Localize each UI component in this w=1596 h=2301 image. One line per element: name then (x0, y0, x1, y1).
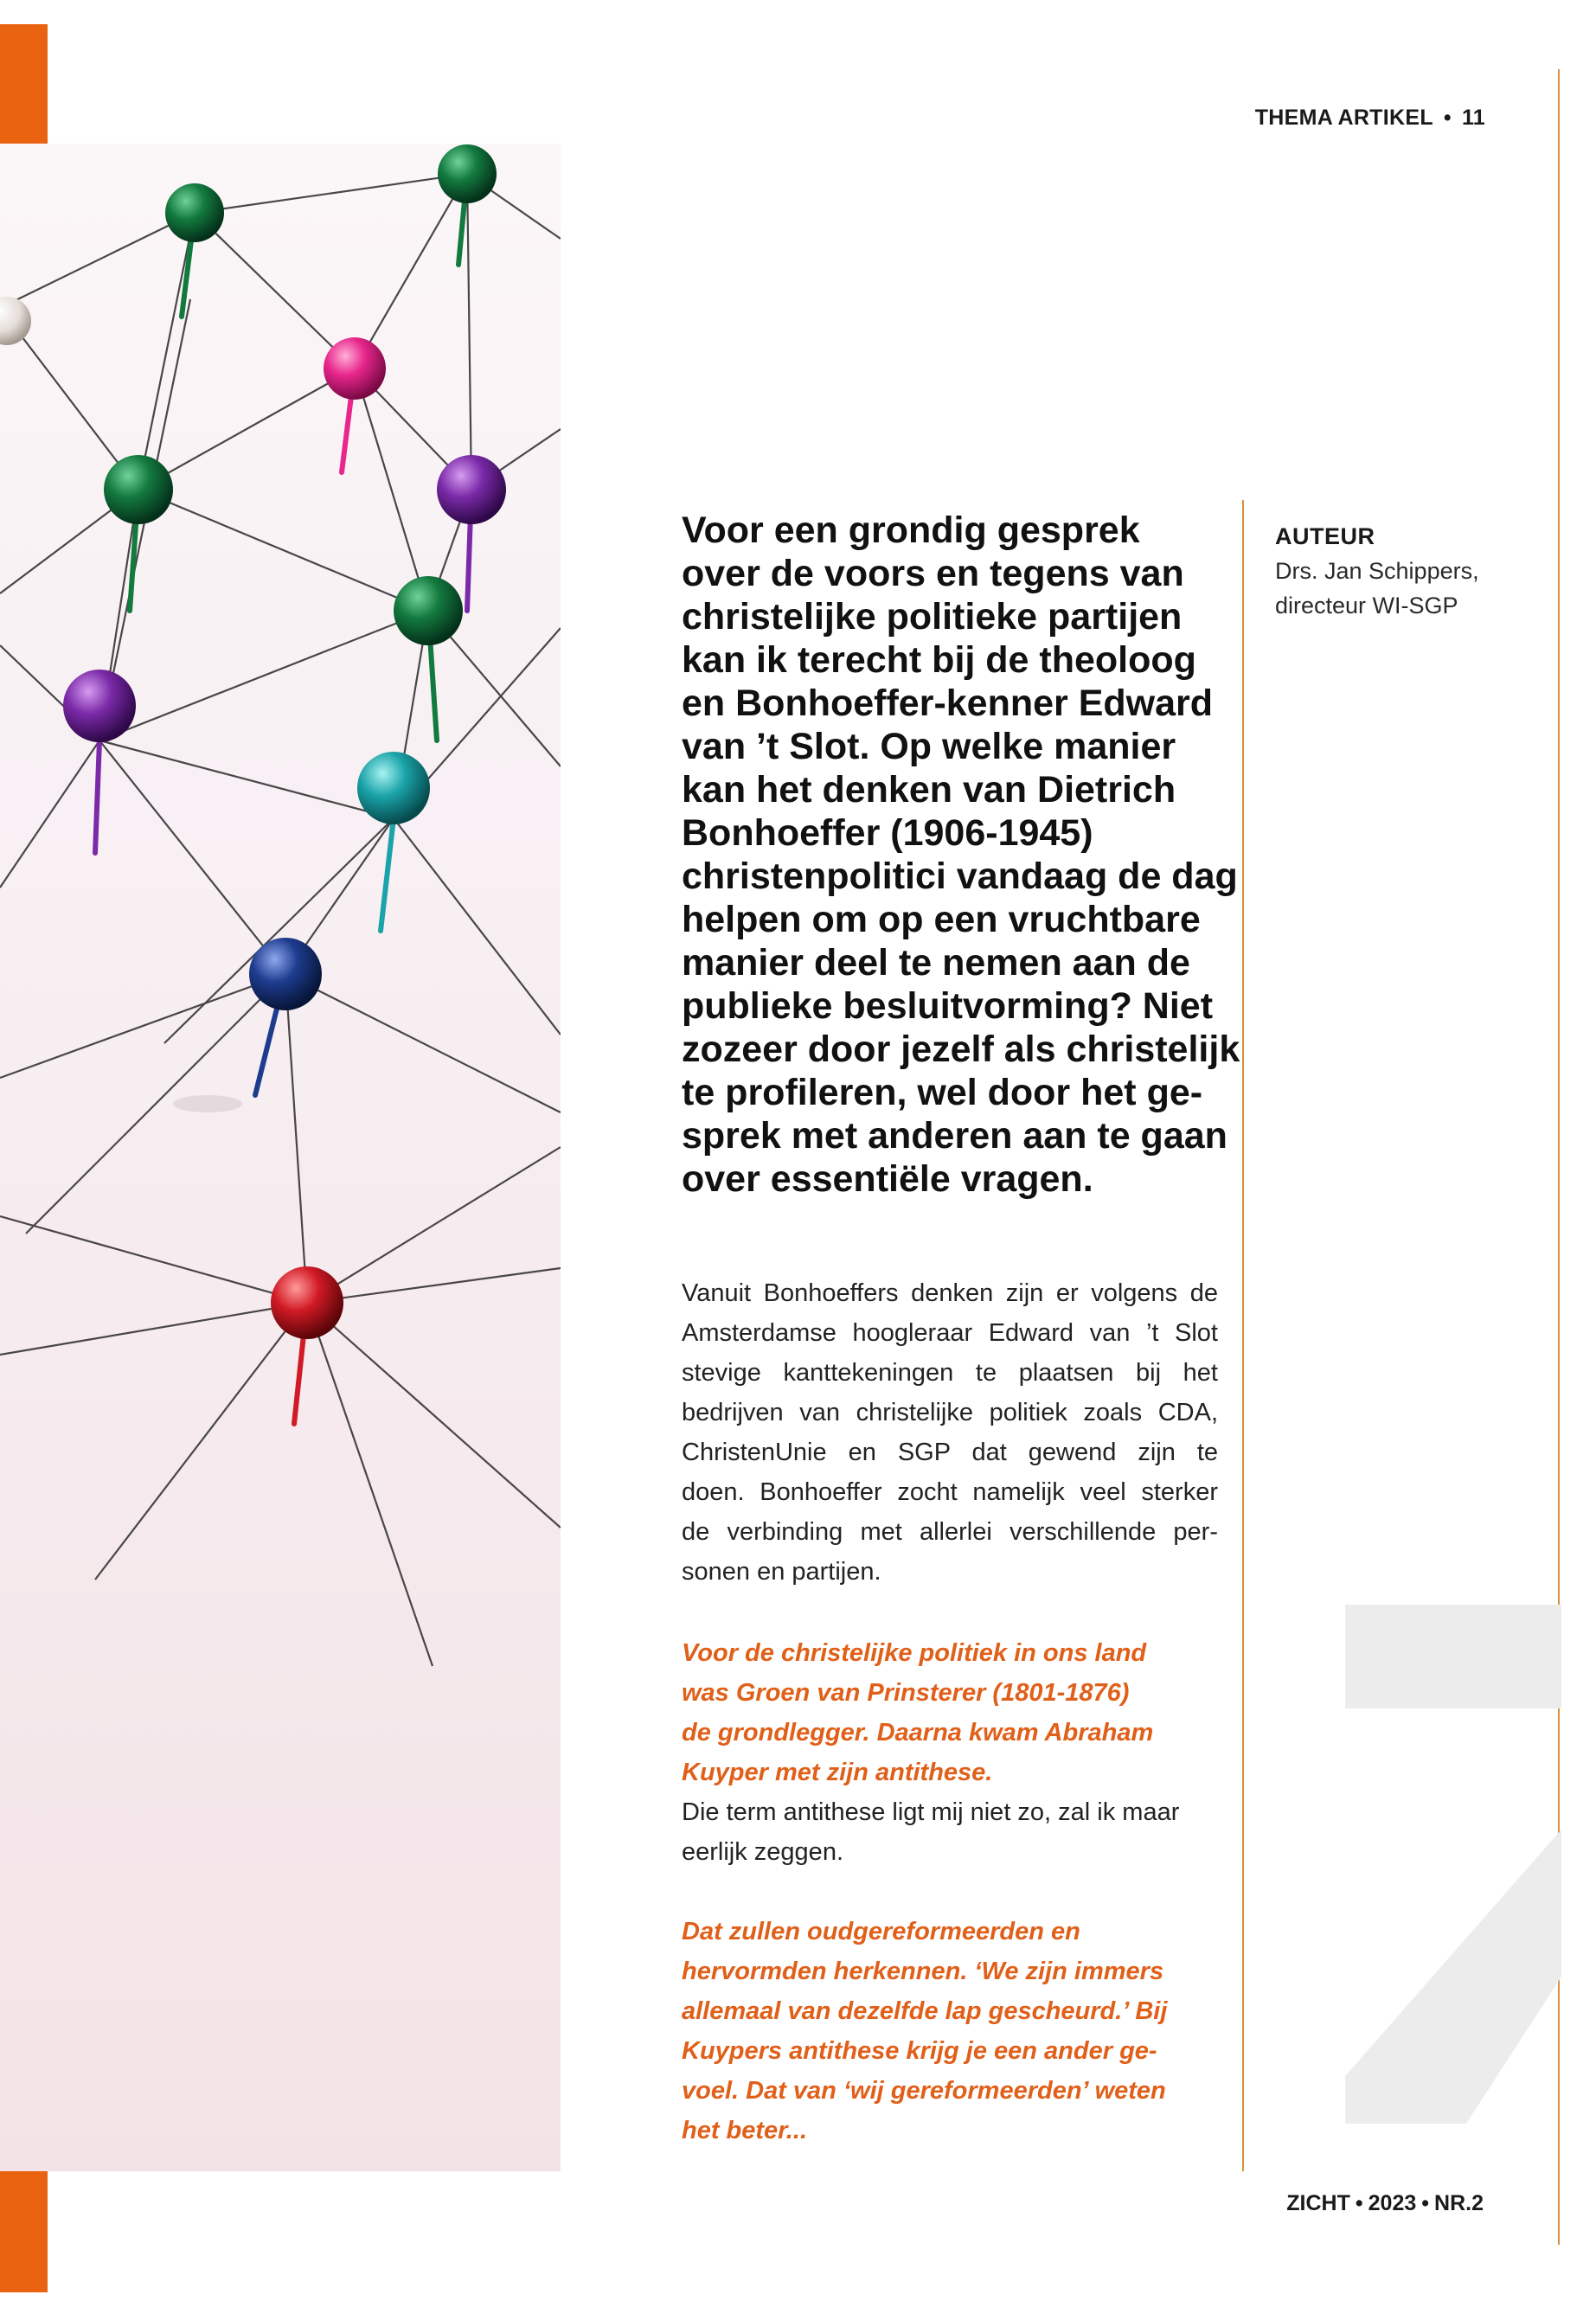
lead-line: helpen om op een vruchtbare (682, 899, 1201, 940)
lead-line: zozeer door jezelf als christelijk (682, 1029, 1240, 1070)
question-line: de grondlegger. Daarna kwam Abraham (682, 1719, 1154, 1747)
magazine-name: ZICHT (1286, 2191, 1350, 2215)
answer-line: Die term antithese ligt mij niet zo, zal ik maar (682, 1798, 1180, 1826)
question-line: voel. Dat van ‘wij gereformeerden’ weten (682, 2077, 1166, 2105)
answer-line: eerlijk zeggen. (682, 1838, 843, 1866)
lead-line: Voor een grondig gesprek (682, 510, 1140, 551)
author-role: directeur WI-SGP (1275, 593, 1458, 619)
network-pins-photo (0, 144, 561, 2171)
page-number: 11 (1461, 106, 1485, 130)
author-label: AUTEUR (1275, 523, 1375, 549)
column-divider (1242, 500, 1244, 2171)
lead-line: te profileren, wel door het ge- (682, 1072, 1203, 1113)
text-line: ChristenUnie en SGP dat gewend zijn te (682, 1439, 1218, 1466)
question-line: het beter... (682, 2117, 808, 2144)
question-line: Voor de christelijke politiek in ons land (682, 1639, 1147, 1667)
section-label: THEMA ARTIKEL (1254, 106, 1433, 130)
lead-line: Bonhoeffer (1906-1945) (682, 812, 1093, 854)
lead-line: kan ik terecht bij de theoloog (682, 639, 1196, 681)
lead-line: en Bonhoeffer-kenner Edward (682, 683, 1214, 724)
lead-line: christenpolitici vandaag de dag (682, 856, 1238, 897)
text-line: Amsterdamse hoogleraar Edward van ’t Slot (682, 1319, 1218, 1347)
text-line: sonen en partijen. (682, 1558, 881, 1586)
interview-exchange-1 (682, 1633, 1218, 1872)
lead-line: manier deel te nemen aan de (682, 942, 1190, 984)
page-footer: ZICHT • 2023 • NR.2 (1286, 2191, 1484, 2215)
question-line: Kuyper met zijn antithese. (682, 1759, 993, 1786)
text-line: stevige kanttekeningen te plaatsen bij het (682, 1359, 1218, 1387)
footer-year: 2023 (1368, 2191, 1417, 2215)
lead-line: publieke besluitvorming? Niet (682, 985, 1214, 1027)
interview-question-2 (682, 1912, 1218, 2150)
lead-line: over essentiële vragen. (682, 1158, 1093, 1200)
lead-line: van ’t Slot. Op welke manier (682, 726, 1176, 767)
question-line: allemaal van dezelfde lap gescheurd.’ Bij (682, 1997, 1168, 2025)
text-line: de verbinding met allerlei verschillende per- (682, 1518, 1218, 1546)
lead-line: over de voors en tegens van (682, 553, 1184, 594)
text-line: doen. Bonhoeffer zocht namelijk veel sterker (682, 1478, 1218, 1506)
author-block (1275, 519, 1535, 623)
decorative-z-graphic (1345, 1605, 1561, 2124)
text-line: Vanuit Bonhoeffers denken zijn er volgens de (682, 1279, 1218, 1307)
question-line: Kuypers antithese krijg je een ander ge- (682, 2037, 1157, 2065)
bottom-accent-bar (0, 2171, 48, 2292)
running-head: THEMA ARTIKEL • 11 (1254, 106, 1485, 130)
body-paragraph (682, 1273, 1218, 1592)
lead-line: christelijke politieke partijen (682, 596, 1183, 638)
question-line: hervormden herkennen. ‘We zijn immers (682, 1958, 1164, 1985)
lead-intro (682, 509, 1240, 1201)
lead-line: kan het denken van Dietrich (682, 769, 1176, 811)
lead-line: sprek met anderen aan te gaan (682, 1115, 1227, 1157)
text-line: bedrijven van christelijke politiek zoals CDA, (682, 1399, 1218, 1426)
top-accent-bar (0, 24, 48, 144)
question-line: Dat zullen oudgereformeerden en (682, 1918, 1080, 1945)
footer-issue: NR.2 (1434, 2191, 1484, 2215)
author-name: Drs. Jan Schippers, (1275, 558, 1479, 584)
question-line: was Groen van Prinsterer (1801-1876) (682, 1679, 1130, 1707)
